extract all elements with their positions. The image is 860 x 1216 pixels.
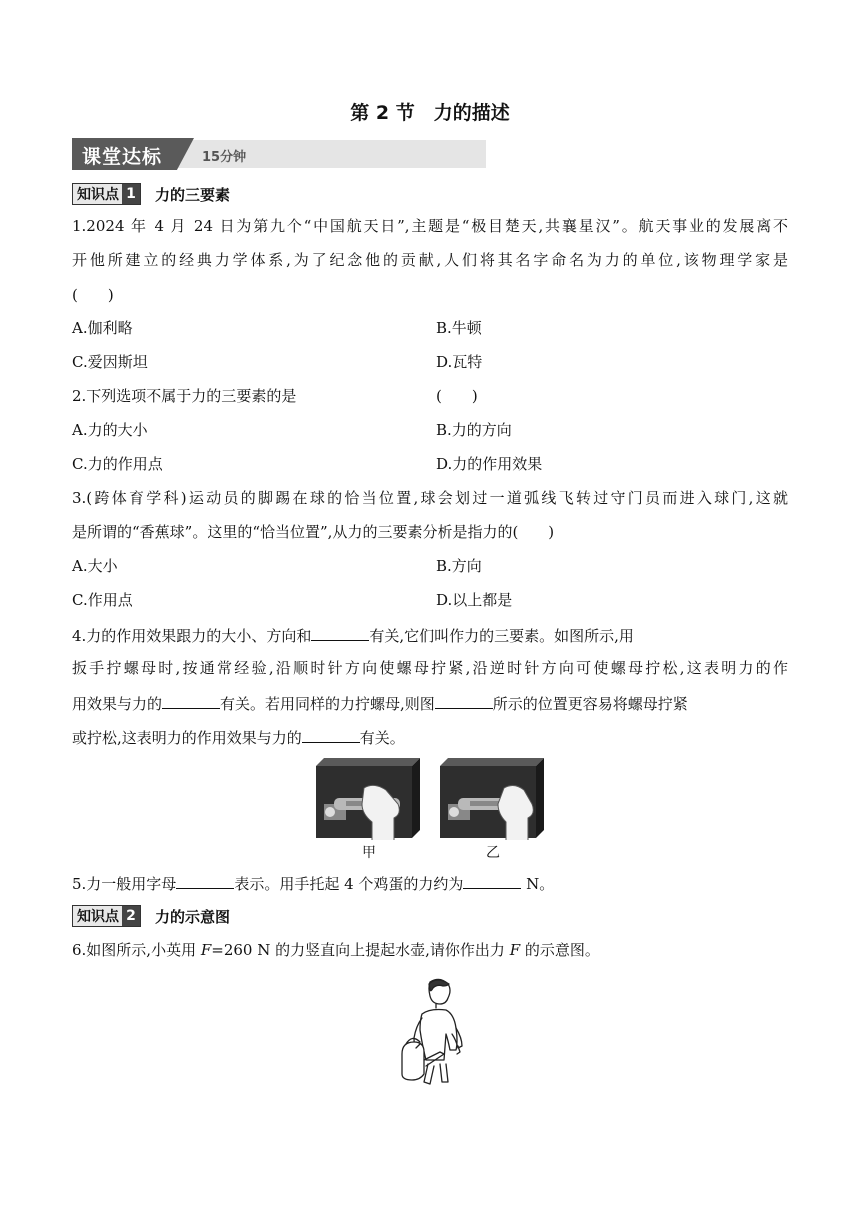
q4-line-4 [72,726,405,748]
answer-blank[interactable] [435,692,493,709]
q4-text: 或拧松,这表明力的作用效果与力的 [72,729,302,747]
knowledge-point-title: 力的三要素 [155,185,231,204]
answer-blank[interactable] [463,872,521,889]
q2-stem: 2.下列选项不属于力的三要素的是 [72,387,297,405]
q1-option-d: D.瓦特 [436,353,483,371]
q4-text: 所示的位置更容易将螺母拧紧 [492,695,688,713]
q3-line-2: 是所谓的“香蕉球”。这里的“恰当位置”,从力的三要素分析是指力的( ) [72,523,555,541]
q1-option-a: A.伽利略 [72,319,133,337]
q3-line-1: 3.(跨体育学科)运动员的脚踢在球的恰当位置,球会划过一道弧线飞转过守门员而进入球门,这就 [72,489,788,507]
q4-text: 有关,它们叫作力的三要素。如图所示,用 [369,627,634,645]
banner-time: 15分钟 [202,150,247,165]
q5-text: 表示。用手托起 4 个鸡蛋的力约为 [234,875,464,893]
q2-option-b: B.力的方向 [436,421,512,439]
q2-option-a: A.力的大小 [72,421,148,439]
knowledge-point-number: 1 [122,184,140,204]
q5-line [72,872,554,894]
knowledge-point-2-header [72,904,230,928]
q6-text: 的示意图。 [520,941,600,959]
knowledge-point-badge [72,905,141,927]
q4-line-2: 扳手拧螺母时,按通常经验,沿顺时针方向使螺母拧紧,沿逆时针方向可使螺母拧松,这表明力的作 [72,659,788,677]
knowledge-point-number: 2 [122,906,140,926]
force-symbol: F [509,941,521,959]
q1-answer-paren: ( ) [72,286,114,304]
knowledge-point-label: 知识点 [77,909,119,925]
q2-option-d: D.力的作用效果 [436,455,543,473]
figure-label-b: 乙 [486,845,500,861]
q3-option-d: D.以上都是 [436,591,513,609]
figure-label-a: 甲 [362,845,376,861]
knowledge-point-1-header [72,182,230,206]
q4-text: 有关。 [359,729,405,747]
wrench-figure-b [440,758,544,840]
answer-blank[interactable] [176,872,234,889]
q2-option-c: C.力的作用点 [72,455,163,473]
q4-line-1 [72,624,634,646]
q5-text: 5.力一般用字母 [72,875,177,893]
answer-blank[interactable] [302,726,360,743]
knowledge-point-label: 知识点 [77,187,119,203]
q3-option-b: B.方向 [436,557,482,575]
girl-lifting-kettle-figure [392,974,472,1090]
q1-line-2: 开他所建立的经典力学体系,为了纪念他的贡献,人们将其名字命名为力的单位,该物理学家是 [72,251,788,269]
banner-title: 课堂达标 [82,146,163,168]
answer-blank[interactable] [311,624,369,641]
q2-answer-paren: ( ) [436,387,478,405]
knowledge-point-badge [72,183,141,205]
section-banner [72,138,486,170]
q6-line [72,940,600,960]
q3-option-a: A.大小 [72,557,118,575]
q5-text: N。 [521,875,555,893]
answer-blank[interactable] [162,692,220,709]
q1-option-c: C.爱因斯坦 [72,353,148,371]
q4-text: 有关。若用同样的力拧螺母,则图 [220,695,435,713]
force-symbol: F [200,941,212,959]
q1-option-b: B.牛顿 [436,319,482,337]
page-title: 第 2 节 力的描述 [350,102,510,124]
q3-option-c: C.作用点 [72,591,133,609]
q4-text: 4.力的作用效果跟力的大小、方向和 [72,627,312,645]
q1-line-1: 1.2024 年 4 月 24 日为第九个“中国航天日”,主题是“极目楚天,共襄星汉”。航天事业的发展离不 [72,217,788,235]
q6-text: =260 N 的力竖直向上提起水壶,请你作出力 [211,941,510,959]
wrench-figure-a [316,758,420,840]
q6-text: 6.如图所示,小英用 [72,941,201,959]
q4-text: 用效果与力的 [72,695,163,713]
q4-line-3 [72,692,688,714]
knowledge-point-title: 力的示意图 [155,907,231,926]
